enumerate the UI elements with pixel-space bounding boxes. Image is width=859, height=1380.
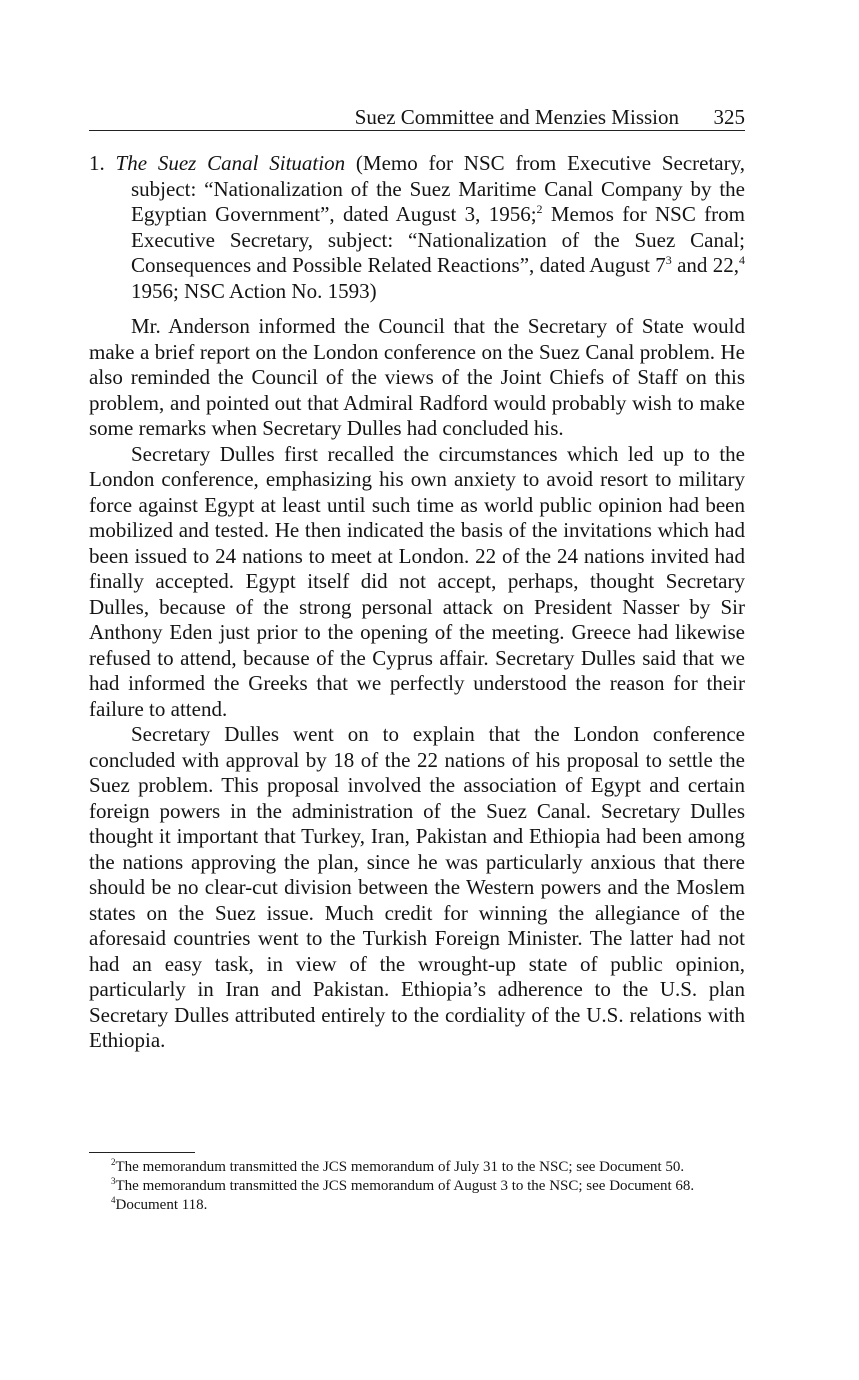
running-title: Suez Committee and Menzies Mission: [354, 105, 679, 129]
footnote-text: The memorandum transmitted the JCS memorandum of August 3 to the NSC; see Document 68.: [115, 1178, 695, 1194]
item-number: 1.: [89, 151, 105, 175]
footnote-divider: [89, 1152, 195, 1153]
item-title: The Suez Canal Situation: [115, 151, 346, 175]
item-text-c: and 22,: [677, 253, 739, 277]
footnote: [89, 1177, 745, 1196]
footnote-text: The memorandum transmitted the JCS memorandum of July 31 to the NSC; see Document 50.: [115, 1159, 685, 1175]
footnote-text: Document 118.: [115, 1197, 208, 1213]
footnote-mark: 2: [111, 1157, 116, 1167]
footnote: [89, 1158, 745, 1177]
footnote: [89, 1196, 745, 1215]
running-header: [89, 104, 745, 131]
item-text-b: Memos for NSC from Executive Secretary, subject: “Nationalization of the Suez Canal; Consequences and Possible Related Reactions”, dated August 7: [131, 202, 745, 277]
footnote-ref-4: 4: [739, 253, 745, 267]
main-text: [89, 151, 745, 1054]
footnotes: [89, 1158, 745, 1215]
paragraph: Secretary Dulles went on to explain that the London conference concluded with approval by 18 of the 22 nations of his proposal to settle the Suez problem. This proposal involved the association of Egypt and certain foreign powers in the administration of the Suez Canal. Secretary Dulles thought it important that Turkey, Iran, Pakistan and Ethiopia had been among the nations approving the plan, since he was particularly anxious that there should be no clear-cut division between the Western powers and the Moslem states on the Suez issue. Much credit for winning the allegiance of the aforesaid countries went to the Turkish Foreign Minister. The latter had not had an easy task, in view of the wrought-up state of public opinion, particularly in Iran and Pakistan. Ethiopia’s adherence to the U.S. plan Secretary Dulles attributed entirely to the cordiality of the U.S. relations with Ethiopia.: [89, 722, 745, 1052]
item-text-a: (Memo for NSC from Executive Secretary, subject: “Nationalization of the Suez Maritime Canal Company by the Egyptian Government”, dated August 3, 1956;: [131, 151, 745, 226]
footnote-ref-2: 2: [536, 202, 543, 216]
footnote-mark: 3: [111, 1176, 116, 1186]
footnote-mark: 4: [111, 1195, 116, 1205]
item-text-d: 1956; NSC Action No. 1593): [131, 278, 377, 303]
agenda-item: [89, 151, 745, 304]
paragraph: Mr. Anderson informed the Council that the Secretary of State would make a brief report on the London conference on the Suez Canal problem. He also reminded the Council of the views of the Joint Chiefs of Staff on this problem, and pointed out that Admiral Radford would probably wish to make some remarks when Secretary Dulles had concluded his.: [89, 314, 745, 440]
footnote-ref-3: 3: [665, 253, 672, 267]
paragraph: Secretary Dulles first recalled the circumstances which led up to the London conference, emphasizing his own anxiety to avoid resort to military force against Egypt at least until such time as world public opinion had been mobilized and tested. He then indicated the basis of the invitations which had been issued to 24 nations to meet at London. 22 of the 24 nations invited had finally accepted. Egypt itself did not accept, perhaps, thought Secretary Dulles, because of the strong personal attack on President Nasser by Sir Anthony Eden just prior to the opening of the meeting. Greece had likewise refused to attend, because of the Cyprus affair. Secretary Dulles said that we had informed the Greeks that we perfectly understood the reason for their failure to attend.: [89, 441, 745, 721]
page-number: 325: [713, 105, 745, 129]
